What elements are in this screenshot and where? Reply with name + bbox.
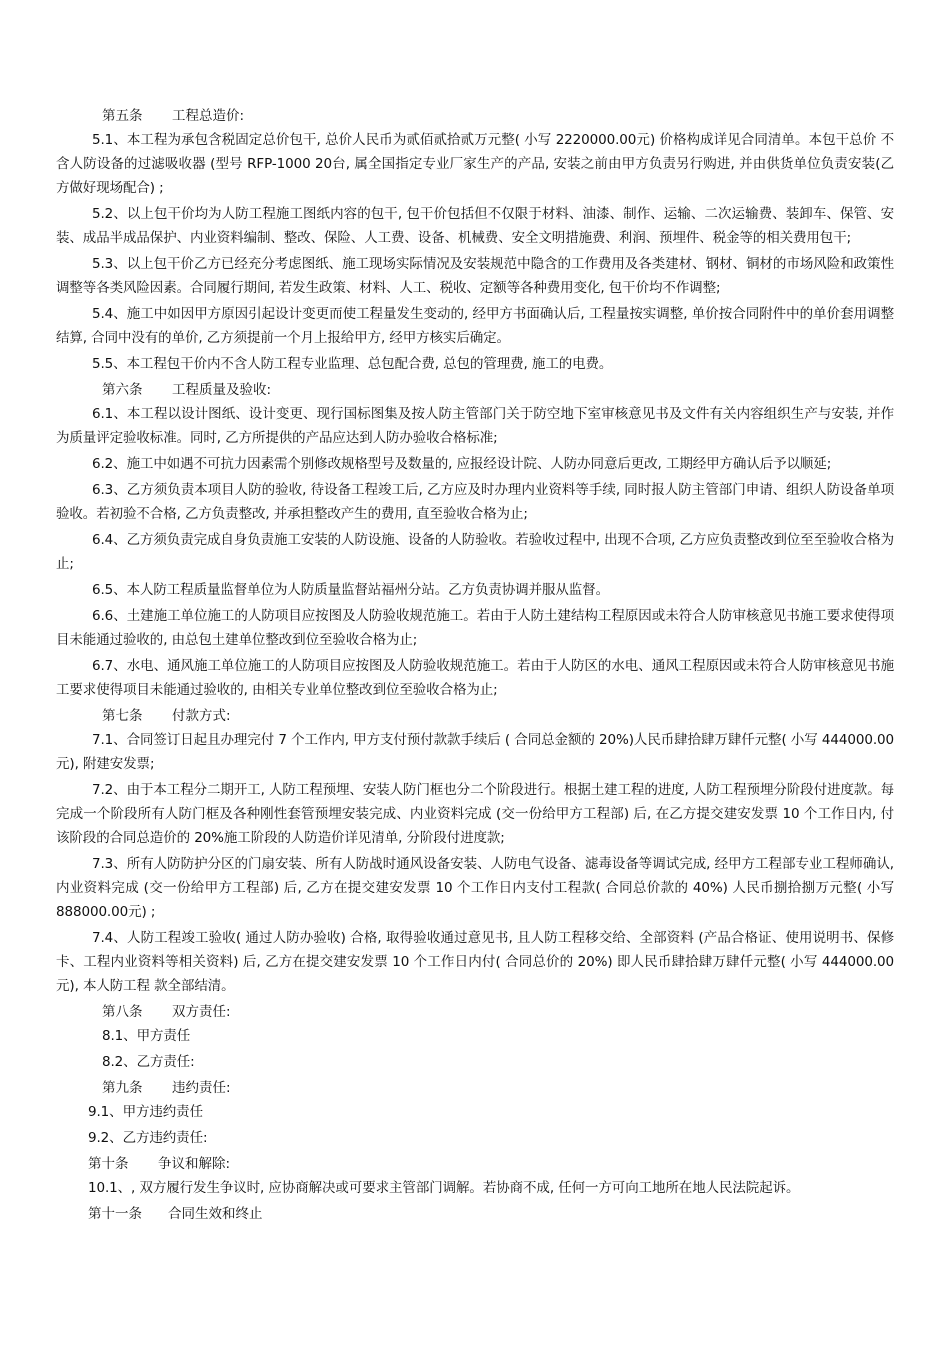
article-number: 第六条 [102, 382, 143, 398]
clause-6-6: 6.6、土建施工单位施工的人防项目应按图及人防验收规范施工。若由于人防土建结构工程原因或未符合人防审核意见书施工要求使得项目未能通过验收的, 由总包土建单位整改到位至验收合格为止; [56, 608, 894, 648]
clause-5-3: 5.3、以上包干价乙方已经充分考虑图纸、施工现场实际情况及安装规范中隐含的工作费用及各类建材、钢材、铜材的市场风险和政策性调整等各类风险因素。合同履行期间, 若发生政策、材料、人工、税收、定额等各种费用变化, 包干价均不作调整; [56, 256, 894, 296]
article-title: 工程总造价: [172, 108, 245, 124]
article-title: 违约责任: [172, 1080, 231, 1096]
clause-6-7: 6.7、水电、通风施工单位施工的人防项目应按图及人防验收规范施工。若由于人防区的水电、通风工程原因或未符合人防审核意见书施工要求使得项目未能通过验收的, 由相关专业单位整改到位至验收合格为止; [56, 658, 894, 698]
clause-7-1: 7.1、合同签订日起且办理完付 7 个工作内, 甲方支付预付款款手续后 ( 合同总金额的 20%)人民币肆拾肆万肆仟元整( 小写 444000.00元), 附建安发票; [56, 732, 894, 772]
article-title: 付款方式: [172, 708, 231, 724]
article-9-heading [56, 1076, 894, 1100]
article-10-heading [56, 1152, 894, 1176]
article-number: 第八条 [102, 1004, 143, 1020]
article-7-heading [56, 704, 894, 728]
clause-6-5: 6.5、本人防工程质量监督单位为人防质量监督站福州分站。乙方负责协调并服从监督。 [92, 582, 609, 598]
clause-6-3: 6.3、乙方须负责本项目人防的验收, 待设备工程竣工后, 乙方应及时办理内业资料等手续, 同时报人防主管部门申请、组织人防设备单项验收。若初验不合格, 乙方负责整改, 并承担整改产生的费用, 直至验收合格为止; [56, 482, 894, 522]
article-title: 工程质量及验收: [172, 382, 272, 398]
article-number: 第十条 [88, 1156, 129, 1172]
article-5-heading [56, 104, 894, 128]
clause-8-2: 8.2、乙方责任: [102, 1054, 195, 1070]
article-title: 合同生效和终止 [168, 1206, 263, 1222]
document-body [56, 104, 894, 1226]
clause-5-2: 5.2、以上包干价均为人防工程施工图纸内容的包干, 包干价包括但不仅限于材料、油漆、制作、运输、二次运输费、装卸车、保管、安装、成品半成品保护、内业资料编制、整改、保险、人工费、设备、机械费、安全文明措施费、利润、预埋件、税金等的相关费用包干; [56, 206, 894, 246]
clause-5-4: 5.4、施工中如因甲方原因引起设计变更而使工程量发生变动的, 经甲方书面确认后, 工程量按实调整, 单价按合同附件中的单价套用调整结算, 合同中没有的单价, 乙方须提前一个月上报给甲方, 经甲方核实后确定。 [56, 306, 894, 346]
clause-7-4: 7.4、人防工程竣工验收( 通过人防办验收) 合格, 取得验收通过意见书, 且人防工程移交给、全部资料 (产品合格证、使用说明书、保修卡、工程内业资料等相关资料) 后, 乙方在提交建安发票 10 个工作日内付( 合同总价的 20%) 即人民币肆拾肆万肆仟元整( 小写 444000.00元), 本人防工程 款全部结清。 [56, 930, 894, 994]
article-number: 第五条 [102, 108, 143, 124]
article-title: 双方责任: [172, 1004, 231, 1020]
article-11-heading [56, 1202, 894, 1226]
clause-5-1: 5.1、本工程为承包含税固定总价包干, 总价人民币为贰佰贰拾贰万元整( 小写 2220000.00元) 价格构成详见合同清单。本包干总价 不含人防设备的过滤吸收器 (型号 RFP-1000 20台, 属全国指定专业厂家生产的产品, 安装之前由甲方负责另行购进, 并由供货单位负责安装(乙方做好现场配合) ; [56, 132, 894, 196]
clause-7-3: 7.3、所有人防防护分区的门扇安装、所有人防战时通风设备安装、人防电气设备、滤毒设备等调试完成, 经甲方工程部专业工程师确认, 内业资料完成 (交一份给甲方工程部) 后, 乙方在提交建安发票 10 个工作日内支付工程款( 合同总价款的 40%) 人民币捌拾捌万元整( 小写 888000.00元) ; [56, 856, 894, 920]
article-number: 第九条 [102, 1080, 143, 1096]
article-title: 争议和解除: [158, 1156, 231, 1172]
clause-10-1: 10.1、, 双方履行发生争议时, 应协商解决或可要求主管部门调解。若协商不成, 任何一方可向工地所在地人民法院起诉。 [88, 1180, 800, 1196]
article-number: 第七条 [102, 708, 143, 724]
clause-6-2: 6.2、施工中如遇不可抗力因素需个别修改规格型号及数量的, 应报经设计院、人防办同意后更改, 工期经甲方确认后予以顺延; [92, 456, 832, 472]
clause-8-1: 8.1、甲方责任 [102, 1028, 191, 1044]
clause-5-5: 5.5、本工程包干价内不含人防工程专业监理、总包配合费, 总包的管理费, 施工的电费。 [92, 356, 613, 372]
article-8-heading [56, 1000, 894, 1024]
clause-6-1: 6.1、本工程以设计图纸、设计变更、现行国标图集及按人防主管部门关于防空地下室审核意见书及文件有关内容组织生产与安装, 并作为质量评定验收标准。同时, 乙方所提供的产品应达到人防办验收合格标准; [56, 406, 894, 446]
clause-7-2: 7.2、由于本工程分二期开工, 人防工程预埋、安装人防门框也分二个阶段进行。根据土建工程的进度, 人防工程预埋分阶段付进度款。每完成一个阶段所有人防门框及各种刚性套管预埋安装完成、内业资料完成 (交一份给甲方工程部) 后, 在乙方提交建安发票 10 个工作日内, 付该阶段的合同总造价的 20%施工阶段的人防造价详见清单, 分阶段付进度款; [56, 782, 894, 846]
article-number: 第十一条 [88, 1206, 142, 1222]
article-6-heading [56, 378, 894, 402]
clause-6-4: 6.4、乙方须负责完成自身负责施工安装的人防设施、设备的人防验收。若验收过程中, 出现不合项, 乙方应负责整改到位至至验收合格为止; [56, 532, 894, 572]
clause-9-2: 9.2、乙方违约责任: [88, 1130, 208, 1146]
clause-9-1: 9.1、甲方违约责任 [88, 1104, 203, 1120]
